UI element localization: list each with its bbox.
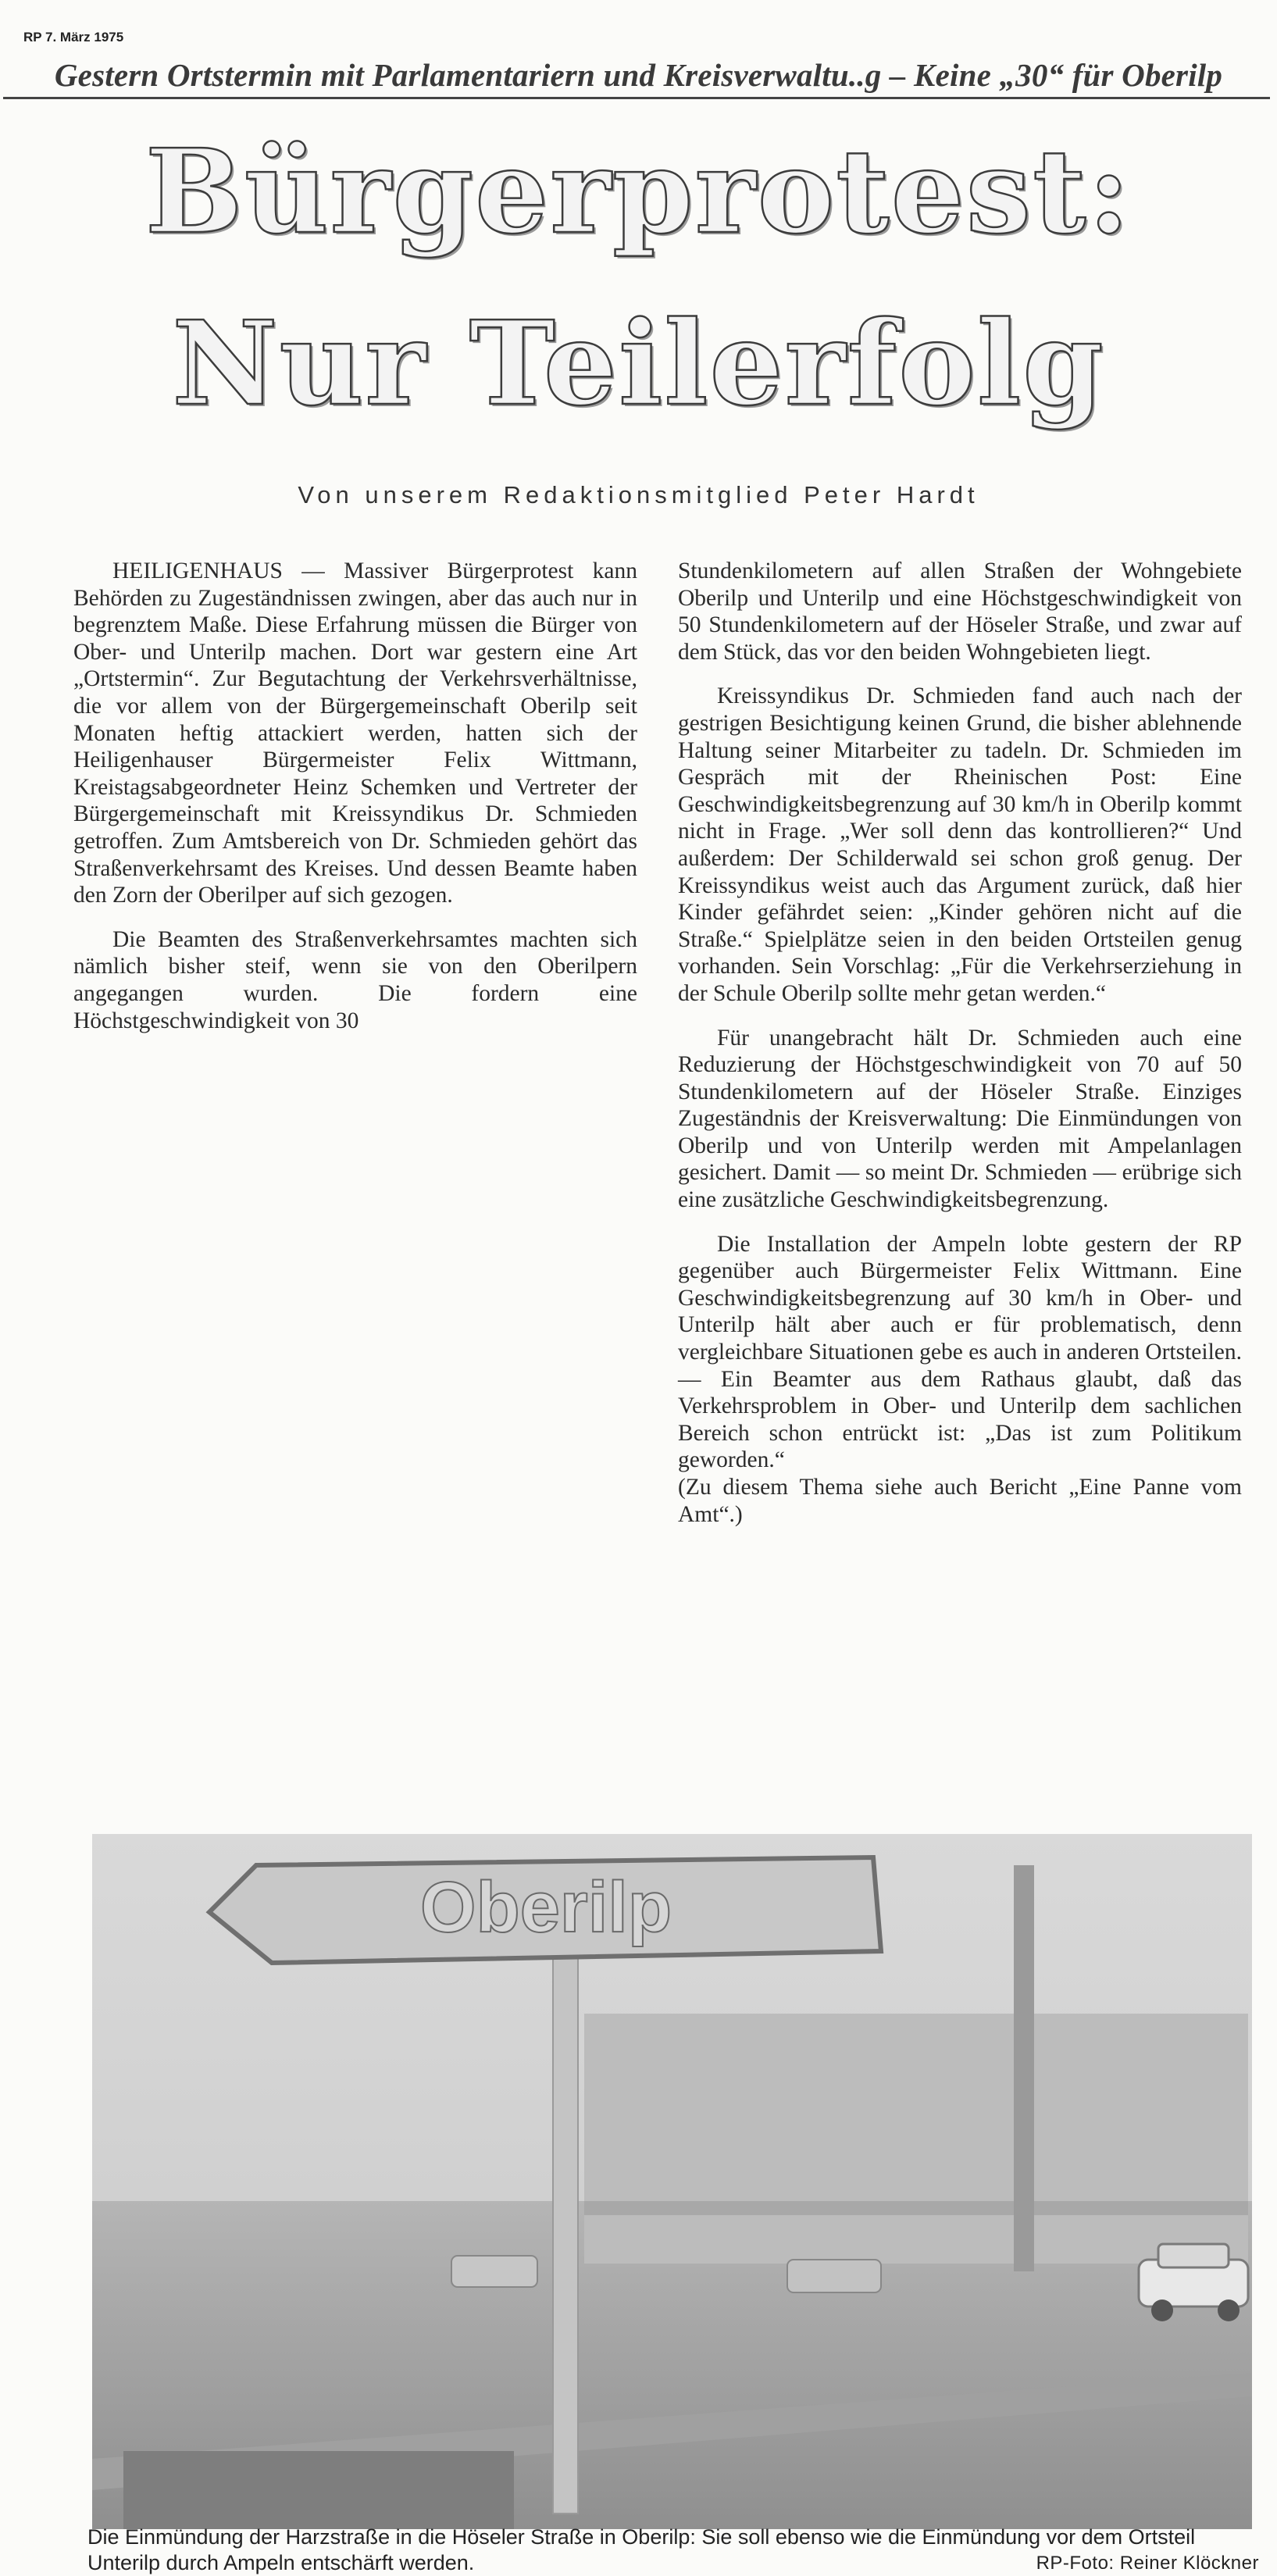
article-paragraph: Die Installation der Ampeln lobte gestern der RP gegenüber auch Bürgermeister Felix Wittmann. Eine Geschwindigkeitsbegrenzung auf 30 km/h in Ober- und Unterilp hält aber auch er für problematisch, denn vergleichbare Situationen gebe es auch in anderen Ortsteilen. — Ein Beamter aus dem Rathaus glaubt, daß das Verkehrsproblem in Ober- und Unterilp dem sachlichen Bereich schon entrückt ist: „Das ist zum Politikum geworden.“ — [678, 1231, 1242, 1473]
article-paragraph: HEILIGENHAUS — Massiver Bürgerprotest kann Behörden zu Zugeständnissen zwingen, aber das auch nur in begrenztem Maße. Diese Erfahrung müssen die Bürger von Ober- und Unterilp machen. Dort war gestern eine Art „Ortstermin“. Zur Begutachtung der Verkehrsverhältnisse, die vor allem von der Bürgergemeinschaft Oberilp seit Monaten heftig attackiert werden, hatten sich der Heiligenhauser Bürgermeister Felix Wittmann, Kreistagsabgeordneter Heinz Schemken und Vertreter der Bürgergemeinschaft mit Kreissyndikus Dr. Schmieden getroffen. Zum Amtsbereich von Dr. Schmieden gehört das Straßenverkehrsamt des Kreises. Und dessen Beamte haben den Zorn der Oberilper auf sich gezogen. — [73, 558, 637, 908]
flowerbed — [123, 2451, 514, 2529]
direction-sign — [209, 1857, 881, 1963]
photo-scene — [92, 1834, 1252, 2529]
building-band — [584, 2201, 1248, 2215]
source-note: RP 7. März 1975 — [23, 30, 124, 45]
headline-line-1: Bürgerprotest: — [144, 123, 1133, 259]
article-paragraph: Die Beamten des Straßenverkehrsamtes machten sich nämlich bisher steif, wenn sie von den Oberilpern angegangen wurden. Die fordern eine Höchstgeschwindigkeit von 30 — [73, 926, 637, 1033]
lamp-post — [1014, 1865, 1034, 2271]
headline-line-2: Nur Teilerfolg — [172, 295, 1105, 431]
article-column-left — [73, 558, 637, 1051]
article-paragraph-continuation: Stundenkilometern auf allen Straßen der Wohngebiete Oberilp und Unterilp und eine Höchstgeschwindigkeit von 50 Stundenkilometern auf der Höseler Straße, und zwar auf dem Stück, das vor den beiden Wohngebieten liegt. — [678, 558, 1242, 665]
article-paragraph: Kreissyndikus Dr. Schmieden fand auch nach der gestrigen Besichtigung keinen Grund, die bisher ablehnende Haltung seiner Mitarbeiter zu tadeln. Dr. Schmieden im Gespräch mit der Rheinischen Post: Eine Geschwindigkeitsbegrenzung auf 30 km/h in Oberilp kommt nicht in Frage. „Wer soll denn das kontrollieren?“ Und außerdem: Der Schilderwald sei schon groß genug. Der Kreissyndikus weist auch das Argument zurück, daß hier Kinder gefährdet seien: „Kinder gehören nicht auf die Straße.“ Spielplätze seien in den beiden Ortsteilen genug vorhanden. Sein Vorschlag: „Für die Verkehrserziehung in der Schule Oberilp sollte mehr getan werden.“ — [678, 683, 1242, 1006]
sign-post — [553, 1951, 578, 2514]
sign-text: Oberilp — [420, 1868, 672, 1947]
kicker-rule — [3, 97, 1270, 99]
article-cross-reference: (Zu diesem Thema siehe auch Bericht „Eine Panne vom Amt“.) — [678, 1475, 1242, 1527]
kicker-headline: Gestern Ortstermin mit Parlamentariern und Kreisverwaltu..g – Keine „30“ für Oberilp — [54, 57, 1223, 93]
article-paragraph: Für unangebracht hält Dr. Schmieden auch eine Reduzierung der Höchstgeschwindigkeit von 70 auf 50 Stundenkilometern auf der Höseler Straße. Einziges Zugeständnis der Kreisverwaltung: Die Einmündungen von Oberilp und von Unterilp werden mit Ampelanlagen gesichert. Damit — so meint Dr. Schmieden — erübrige sich eine zusätzliche Geschwindigkeitsbegrenzung. — [678, 1025, 1242, 1213]
photo-credit: RP-Foto: Reiner Klöckner — [1036, 2553, 1259, 2574]
caption-text: Die Einmündung der Harzstraße in die Höseler Straße in Oberilp: Sie soll ebenso wie die Einmündung vor dem Ortsteil Unterilp durch Ampeln entschärft werden. — [87, 2525, 1196, 2574]
photo-caption — [87, 2524, 1259, 2576]
building — [584, 2014, 1248, 2264]
news-photo — [92, 1834, 1252, 2529]
article-column-right — [678, 558, 1242, 1545]
byline: Von unserem Redaktionsmitglied Peter Hardt — [298, 481, 979, 508]
